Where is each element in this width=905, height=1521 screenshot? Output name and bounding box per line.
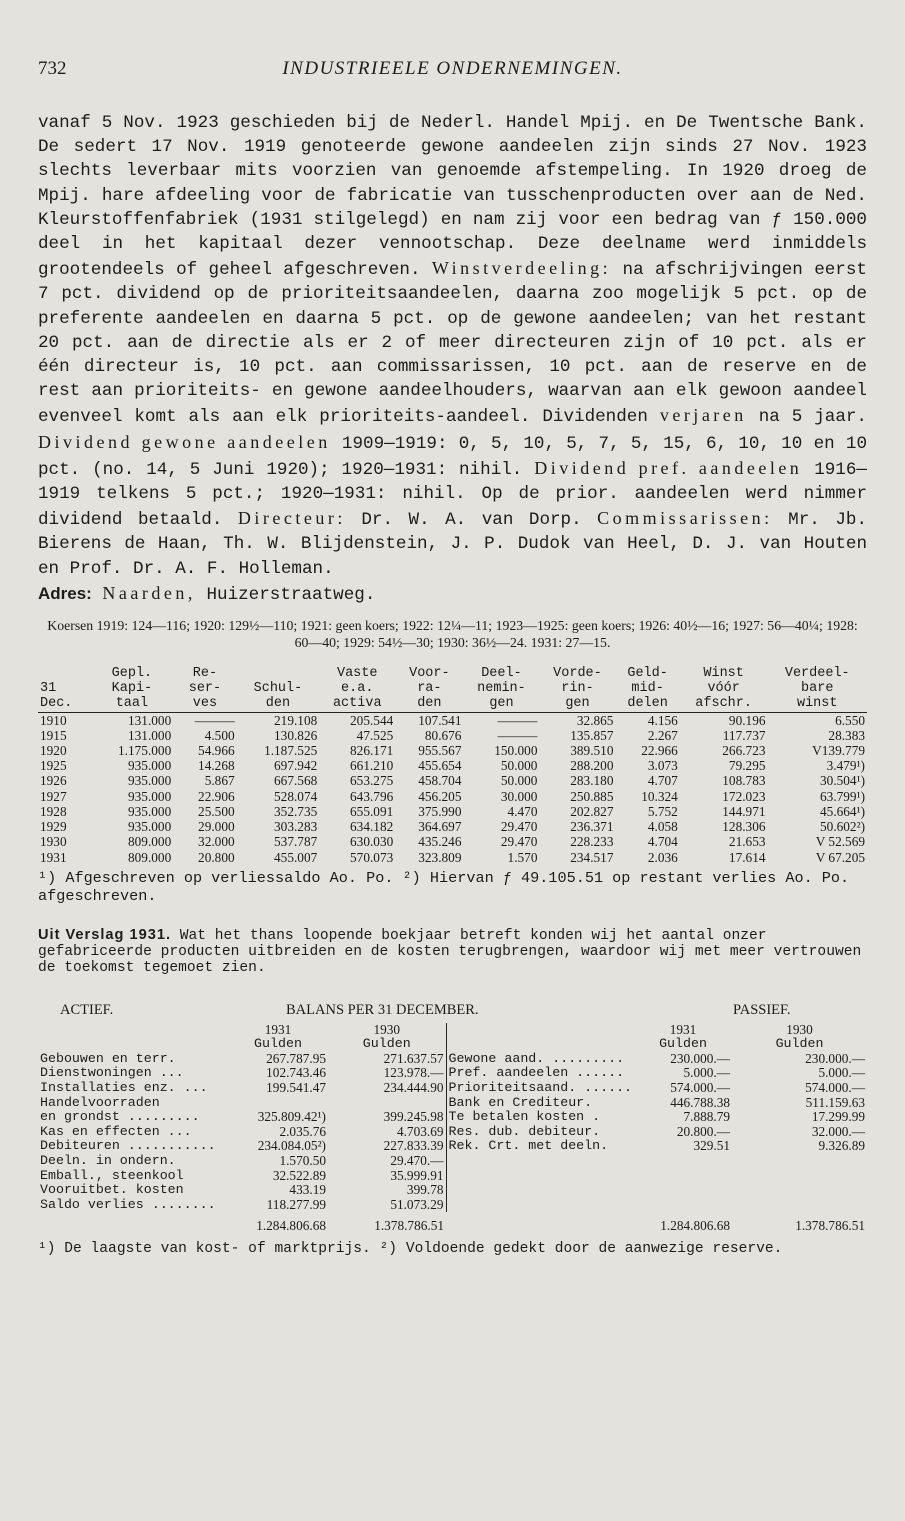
table-cell: 32.865 <box>576 712 614 728</box>
table-cell: 364.697 <box>418 819 462 835</box>
passief-title: PASSIEF. <box>733 1001 791 1018</box>
table-cell: 4.500 <box>204 727 235 743</box>
table-cell: 935.000 <box>128 819 172 835</box>
column-header: nemin- <box>477 681 526 697</box>
row-year: 1915 <box>40 727 67 743</box>
spacer <box>446 1169 634 1184</box>
table-row <box>38 728 867 743</box>
table-cell: 172.023 <box>722 788 766 804</box>
table-row <box>38 773 867 788</box>
column-header: Vorde- <box>553 666 602 682</box>
actief-title: ACTIEF. <box>60 1001 114 1018</box>
balance-row <box>38 1037 867 1052</box>
table-cell: 4.707 <box>647 773 678 789</box>
column-header: rin- <box>561 681 594 697</box>
actief-1931: 2.035.76 <box>279 1123 326 1139</box>
column-header: afschr. <box>680 696 768 712</box>
verslag-paragraph <box>38 927 867 976</box>
table-cell: 107.541 <box>418 712 462 728</box>
balance-row <box>38 1183 867 1198</box>
table-cell: 30.504¹) <box>820 773 865 789</box>
column-header: ser- <box>188 681 222 697</box>
actief-1931: 234.084.05²) <box>257 1138 326 1154</box>
column-header <box>237 666 320 681</box>
table-cell: 653.275 <box>350 773 394 789</box>
passief-label: Prioriteitsaand. ...... <box>446 1081 634 1096</box>
table-row <box>38 743 867 758</box>
year-header: 1931 <box>669 1021 697 1037</box>
koersen-text: Koersen 1919: 124—116; 1920: 129½—110; 1921: geen koers; 1922: 12¼—11; 1923—1925: geen koers; 1926: 40½—16; 1927: 56—40¼; 1928: 60—40; 1929: 54½—30; 1930: 36½—24. 1931: 27—15. <box>47 618 858 651</box>
table-cell: 4.704 <box>647 834 678 850</box>
balance-row <box>38 1125 867 1140</box>
balance-row <box>38 1110 867 1125</box>
passief-label: Bank en Crediteur. <box>446 1096 634 1111</box>
column-header: mid- <box>631 681 664 697</box>
table-cell: ——— <box>497 712 538 728</box>
verslag-label: Uit Verslag 1931. <box>38 926 172 943</box>
row-year: 1928 <box>40 803 67 819</box>
adres-label: Adres: <box>38 583 92 603</box>
spacer <box>732 1183 867 1198</box>
actief-label: Installaties enz. ... <box>40 1080 208 1096</box>
passief-label: Gewone aand. ......... <box>446 1052 634 1067</box>
table-cell: 3.073 <box>647 758 678 774</box>
verjaren-label: verjaren <box>659 405 747 426</box>
unit-header: Gulden <box>659 1036 707 1052</box>
table-cell: 375.990 <box>418 803 462 819</box>
balance-row <box>38 1198 867 1213</box>
table-cell: 234.517 <box>570 849 614 865</box>
spacer <box>38 1037 228 1052</box>
actief-label: Deeln. in ondern. <box>40 1153 176 1169</box>
passief-1931: 446.788.38 <box>670 1094 731 1110</box>
balans-title: BALANS PER 31 DECEMBER. <box>286 1001 479 1018</box>
column-header: Verdeel- <box>784 666 850 682</box>
column-header: e.a. <box>341 681 374 697</box>
row-year: 1931 <box>40 849 67 865</box>
balance-row <box>38 1096 867 1111</box>
table-cell: 303.283 <box>274 819 318 835</box>
column-header: taal <box>91 696 174 712</box>
actief-label: Saldo verlies ........ <box>40 1196 216 1212</box>
passief-1930: 230.000.— <box>805 1050 865 1066</box>
spacer <box>446 1212 634 1234</box>
passief-1930: 511.159.63 <box>805 1094 865 1110</box>
row-year: 1926 <box>40 773 67 789</box>
table-cell: 570.073 <box>350 849 394 865</box>
balance-footnote: ¹) De laagste van kost- of marktprijs. ²) Voldoende gedekt door de aanwezige reserve. <box>38 1241 783 1258</box>
table-cell: 667.568 <box>274 773 318 789</box>
table-cell: 4.470 <box>507 803 538 819</box>
passief-1930: 9.326.89 <box>818 1138 865 1154</box>
table-cell: 63.799¹) <box>820 788 865 804</box>
actief-1930: 399.245.98 <box>383 1109 444 1125</box>
passief-1931: 7.888.79 <box>683 1109 731 1125</box>
financial-table <box>38 666 867 865</box>
actief-1930: 399.78 <box>406 1182 444 1198</box>
column-header: winst <box>768 696 868 712</box>
balance-row <box>38 1212 867 1234</box>
column-header: Kapi- <box>111 681 153 697</box>
adres-place: Naarden, <box>102 582 196 603</box>
actief-label: Vooruitbet. kosten <box>40 1182 184 1198</box>
page-number: 732 <box>38 58 67 79</box>
table-cell: 2.267 <box>647 727 678 743</box>
table-row <box>38 850 867 865</box>
table-cell: 50.000 <box>500 773 538 789</box>
spacer <box>38 1023 228 1038</box>
column-header: bare <box>801 681 834 697</box>
table-cell: 537.787 <box>274 834 318 850</box>
actief-1931 <box>228 1096 328 1111</box>
actief-1931: 433.19 <box>289 1182 326 1198</box>
table-row <box>38 712 867 728</box>
table-cell: 20.800 <box>198 849 235 865</box>
balance-row <box>38 1066 867 1081</box>
description-text: vanaf 5 Nov. 1923 geschieden bij de Nederl. Handel Mpij. en De Twentsche Bank. De sedert 17 Nov. 1919 genoteerde gewone aandeelen zijn sinds 27 Nov. 1923 slechts leverbaar mits voorzien van genoemde afstempeling. In 1920 droeg de Mpij. hare afdeeling voor de fabricatie van tusschenproducten over aan de Ned. Kleurstoffenfabriek (1931 stilgelegd) en nam zij voor een bedrag van ƒ 150.000 deel in het kapitaal dezer vennootschap. Deze deelname werd inmiddels grootendeels of geheel afgeschreven. <box>38 113 867 281</box>
column-header: 31 <box>40 681 57 697</box>
actief-label: Emball., steenkool <box>40 1167 184 1183</box>
table-cell: 117.737 <box>722 727 766 743</box>
column-header: Voor- <box>409 666 450 682</box>
table-cell: 288.200 <box>570 758 614 774</box>
actief-label: Kas en effecten ... <box>40 1123 192 1139</box>
actief-label: en grondst ......... <box>40 1109 200 1125</box>
column-header: Re- <box>192 666 218 682</box>
actief-1931: 32.522.89 <box>272 1167 326 1183</box>
table-cell: 455.654 <box>418 758 462 774</box>
table-cell: 634.182 <box>350 819 394 835</box>
passief-total-1931: 1.284.806.68 <box>660 1218 731 1234</box>
actief-1931: 1.570.50 <box>279 1153 326 1169</box>
commissarissen-label: Commissarissen: <box>597 508 773 529</box>
row-year: 1910 <box>40 712 67 728</box>
table-cell: 29.470 <box>500 834 538 850</box>
description-text: na afschrijvingen eerst 7 pct. dividend op de prioriteitsaandeelen, daarna zoo mogelijk 5 pct. op de preferente aandeelen en daarna 5 pct. op de gewone aandeelen; van het restant 20 pct. aan de directie als er 2 of meer directeuren zijn of 10 pct. als er één directeur is, 10 pct. aan commissarissen, 10 pct. aan de reserve en de rest aan prioriteits- en gewone aandeelhouders, waarvan aan elk gewoon aandeel evenveel komt als aan elk prioriteits-aandeel. Dividenden <box>38 260 867 428</box>
unit-header: Gulden <box>254 1036 302 1052</box>
table-cell: 90.196 <box>728 712 766 728</box>
spacer <box>38 1212 228 1234</box>
table-cell: 643.796 <box>350 788 394 804</box>
company-description <box>38 111 867 607</box>
actief-label: Gebouwen en terr. <box>40 1050 176 1066</box>
table-cell: 935.000 <box>128 758 172 774</box>
table-cell: 4.156 <box>647 712 678 728</box>
table-cell: 697.942 <box>274 758 318 774</box>
actief-1930: 234.444.90 <box>383 1080 444 1096</box>
table-cell: 17.614 <box>728 849 766 865</box>
table-cell: 352.735 <box>274 803 318 819</box>
table-cell: 236.371 <box>570 819 614 835</box>
table-cell: 455.007 <box>274 849 318 865</box>
actief-total-1931: 1.284.806.68 <box>256 1218 326 1234</box>
table-cell: 45.664¹) <box>820 803 865 819</box>
table-cell: 435.246 <box>418 834 462 850</box>
passief-1931: 574.000.— <box>670 1080 731 1096</box>
table-cell: 205.544 <box>350 712 394 728</box>
column-header: Dec. <box>38 696 91 712</box>
table-cell: 1.175.000 <box>118 743 172 759</box>
table-cell: 25.500 <box>198 803 235 819</box>
passief-1930: 5.000.— <box>818 1065 865 1081</box>
row-year: 1927 <box>40 788 67 804</box>
passief-label: Res. dub. debiteur. <box>446 1125 634 1140</box>
row-year: 1925 <box>40 758 67 774</box>
column-header: den <box>395 696 463 712</box>
table-cell: 5.752 <box>647 803 678 819</box>
table-cell: 935.000 <box>128 803 172 819</box>
description-text: 1916—1919 telkens 5 pct.; 1920—1931: nihil. Op de prior. aandeelen werd nimmer dividend betaald. <box>38 459 867 531</box>
actief-1930: 227.833.39 <box>383 1138 444 1154</box>
table-cell: 655.091 <box>350 803 394 819</box>
table-cell: 80.676 <box>424 727 462 743</box>
table-cell: 323.809 <box>418 849 462 865</box>
column-header: ra- <box>417 681 442 697</box>
table-cell: 4.058 <box>647 819 678 835</box>
table-cell: V 52.569 <box>815 834 865 850</box>
spacer <box>732 1154 867 1169</box>
spacer <box>446 1154 634 1169</box>
row-year: 1920 <box>40 743 67 759</box>
table-row <box>38 834 867 849</box>
column-header: delen <box>615 696 679 712</box>
balance-row <box>38 1052 867 1067</box>
table-cell: 2.036 <box>647 849 678 865</box>
passief-1931: 329.51 <box>693 1138 731 1154</box>
actief-1931: 199.541.47 <box>266 1080 326 1096</box>
passief-label: Pref. aandeelen ...... <box>446 1066 634 1081</box>
actief-1930: 123.978.— <box>383 1065 444 1081</box>
table-cell: 5.867 <box>204 773 235 789</box>
table-cell: 22.906 <box>198 788 235 804</box>
passief-label: Rek. Crt. met deeln. <box>446 1139 634 1154</box>
table-cell: 528.074 <box>274 788 318 804</box>
table-cell: 21.653 <box>728 834 766 850</box>
dividend-pref-label: Dividend pref. aandeelen <box>534 457 803 478</box>
table-cell: 29.000 <box>198 819 235 835</box>
passief-1930: 17.299.99 <box>811 1109 865 1125</box>
balance-row <box>38 1139 867 1154</box>
table-header-row <box>38 681 867 696</box>
table-cell: 219.108 <box>274 712 318 728</box>
balance-sheet <box>38 1023 867 1234</box>
column-header: Geld- <box>627 666 668 682</box>
description-text: Mr. Jb. Bierens de Haan, Th. W. Blijdenstein, J. P. Dudok van Heel, D. J. van Houten en Prof. Dr. A. F. Holleman. <box>38 510 868 579</box>
table-cell: 3.479¹) <box>826 758 865 774</box>
actief-1930: 35.999.91 <box>390 1167 444 1183</box>
table-cell: 809.000 <box>128 849 172 865</box>
table-cell: 29.470 <box>500 819 538 835</box>
column-header: Deel- <box>481 666 522 682</box>
table-cell: 630.030 <box>350 834 394 850</box>
table-cell: 6.550 <box>835 712 865 728</box>
table-cell: 28.383 <box>828 727 865 743</box>
table-cell: 30.000 <box>500 788 538 804</box>
address-line <box>38 581 867 607</box>
table-cell: 456.205 <box>418 788 462 804</box>
table-cell: ——— <box>497 727 538 743</box>
spacer <box>634 1183 732 1198</box>
actief-label: Dienstwoningen ... <box>40 1065 184 1081</box>
spacer <box>446 1023 634 1038</box>
spacer <box>732 1169 867 1184</box>
table-cell: 108.783 <box>722 773 766 789</box>
spacer <box>732 1198 867 1213</box>
actief-1931: 325.809.42¹) <box>257 1109 326 1125</box>
table-cell: 14.268 <box>198 758 235 774</box>
verslag-text: Wat het thans loopende boekjaar betreft konden wij het aantal onzer gefabriceerde producten uitbreiden en de kosten terugbrengen, waardoor wij met meer vertrouwen de toekomst tegemoet zien. <box>38 927 862 976</box>
passief-total-1930: 1.378.786.51 <box>795 1218 865 1234</box>
spacer <box>446 1198 634 1213</box>
actief-total-1930: 1.378.786.51 <box>374 1218 444 1234</box>
actief-label: Debiteuren ........... <box>40 1138 216 1154</box>
table-row <box>38 789 867 804</box>
passief-1931: 20.800.— <box>676 1123 731 1139</box>
spacer <box>634 1169 732 1184</box>
table-header-row <box>38 696 867 712</box>
table-cell: 935.000 <box>128 773 172 789</box>
table-cell: 250.885 <box>570 788 614 804</box>
description-paragraph <box>38 111 867 581</box>
actief-1931: 102.743.46 <box>266 1065 326 1081</box>
column-header: Vaste <box>336 666 378 682</box>
actief-1930: 29.470.— <box>390 1153 444 1169</box>
column-header: Schul- <box>253 681 303 697</box>
table-cell: 50.000 <box>500 758 538 774</box>
table-cell: 135.857 <box>570 727 614 743</box>
table-cell: 131.000 <box>128 712 172 728</box>
balance-row <box>38 1154 867 1169</box>
column-header: den <box>237 696 320 712</box>
table-cell: 130.826 <box>274 727 318 743</box>
table-row <box>38 758 867 773</box>
table-cell: 128.306 <box>722 819 766 835</box>
table-cell: 661.210 <box>350 758 394 774</box>
spacer <box>634 1198 732 1213</box>
table-cell: 150.000 <box>494 743 538 759</box>
actief-label: Handelvoorraden <box>40 1094 160 1110</box>
directeur-label: Directeur: <box>237 508 346 529</box>
column-header: activa <box>319 696 395 712</box>
passief-1931: 5.000.— <box>683 1065 731 1081</box>
actief-1931: 267.787.95 <box>266 1050 326 1066</box>
table-cell: 955.567 <box>418 743 462 759</box>
table-row <box>38 804 867 819</box>
passief-1930: 574.000.— <box>805 1080 865 1096</box>
unit-header: Gulden <box>775 1036 824 1052</box>
table-cell: 1.570 <box>507 849 538 865</box>
description-text: 1909—1919: 0, 5, 10, 5, 7, 5, 15, 6, 10, 10 en 10 pct. (no. 14, 5 Juni 1920); 1920—1931: nihil. <box>38 433 867 480</box>
balance-row <box>38 1081 867 1096</box>
table-footnote: ¹) Afgeschreven op verliessaldo Ao. Po. ²) Hiervan ƒ 49.105.51 op restant verlies Ao. Po. afgeschreven. <box>38 868 850 905</box>
table-header-row <box>38 666 867 681</box>
table-cell: 283.180 <box>570 773 614 789</box>
actief-1930 <box>328 1096 446 1111</box>
spacer <box>446 1183 634 1198</box>
passief-1930: 32.000.— <box>811 1123 865 1139</box>
table-cell: 144.971 <box>722 803 766 819</box>
description-text: na 5 jaar. <box>746 407 867 428</box>
description-text: Dr. W. A. van Dorp. <box>345 510 598 531</box>
year-header: 1930 <box>373 1021 401 1037</box>
adres-street: Huizerstraatweg. <box>195 584 376 605</box>
column-header: vóór <box>707 681 740 697</box>
page-header <box>38 58 867 88</box>
table-cell: 47.525 <box>356 727 394 743</box>
table-cell: 10.324 <box>641 788 678 804</box>
dividend-gewone-label: Dividend gewone aandeelen <box>38 431 331 452</box>
balans-header <box>38 1002 867 1022</box>
column-header: gen <box>539 696 615 712</box>
column-header <box>38 666 91 681</box>
table-cell: 50.602²) <box>820 819 865 835</box>
table-row <box>38 819 867 834</box>
table-cell: 826.171 <box>350 743 394 759</box>
actief-1930: 51.073.29 <box>390 1196 444 1212</box>
balance-row <box>38 1023 867 1038</box>
table-cell: 32.000 <box>198 834 235 850</box>
table-cell: V139.779 <box>812 743 865 759</box>
passief-label: Te betalen kosten . <box>446 1110 634 1125</box>
row-year: 1930 <box>40 834 67 850</box>
year-header: 1930 <box>786 1021 813 1037</box>
table-cell: 202.827 <box>570 803 614 819</box>
table-cell: 389.510 <box>570 743 614 759</box>
column-header: Gepl. <box>111 666 153 682</box>
column-header: gen <box>463 696 539 712</box>
column-header: Winst <box>703 666 744 682</box>
table-cell: 22.966 <box>641 743 678 759</box>
balance-row <box>38 1169 867 1184</box>
unit-header: Gulden <box>362 1036 411 1052</box>
table-cell: 54.966 <box>198 743 235 759</box>
table-cell: 458.704 <box>418 773 462 789</box>
table-cell: 79.295 <box>728 758 766 774</box>
winstverdeeling-label: Winstverdeeling: <box>431 258 612 279</box>
table-cell: ——— <box>194 712 235 728</box>
year-header: 1931 <box>264 1021 292 1037</box>
table-cell: 266.723 <box>722 743 766 759</box>
table-cell: V 67.205 <box>815 849 865 865</box>
actief-1930: 271.637.57 <box>383 1050 444 1066</box>
actief-1931: 118.277.99 <box>266 1196 326 1212</box>
table-cell: 228.233 <box>570 834 614 850</box>
table-cell: 131.000 <box>128 727 172 743</box>
table-cell: 935.000 <box>128 788 172 804</box>
passief-1931: 230.000.— <box>670 1050 731 1066</box>
row-year: 1929 <box>40 819 67 835</box>
running-title: INDUSTRIEELE ONDERNEMINGEN. <box>282 58 623 79</box>
spacer <box>446 1037 634 1052</box>
table-cell: 1.187.525 <box>264 743 318 759</box>
spacer <box>634 1154 732 1169</box>
column-header: ves <box>173 696 236 712</box>
table-cell: 809.000 <box>128 834 172 850</box>
actief-1930: 4.703.69 <box>396 1123 444 1139</box>
